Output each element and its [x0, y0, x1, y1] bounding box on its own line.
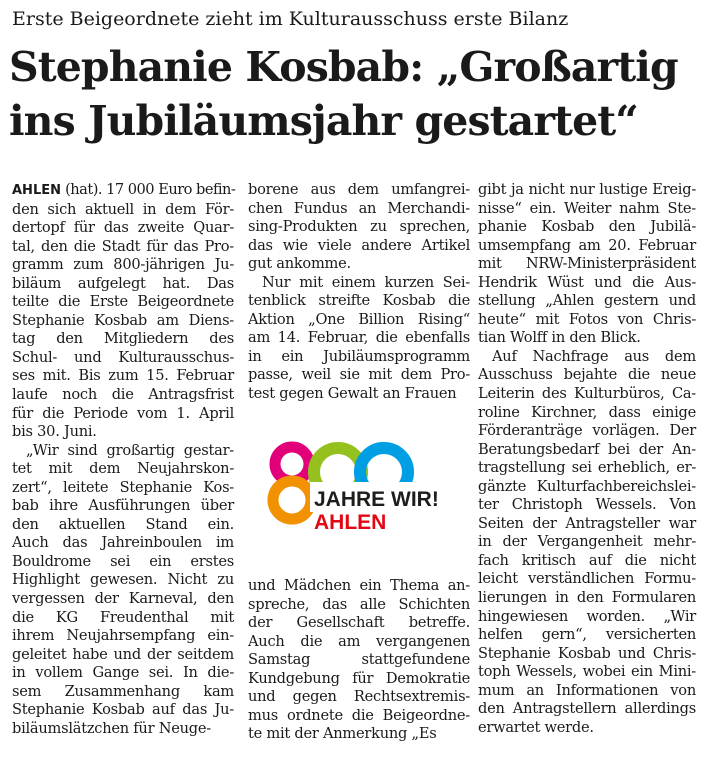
text-line: am 14. Februar, die ebenfalls	[248, 329, 470, 347]
text-line: Beratungsbedarf bei der An-	[478, 440, 696, 458]
text-line: tian Wolff in den Blick.	[478, 329, 641, 347]
text-line: lierungen in den Formularen	[478, 589, 696, 607]
text-line: laufe noch die Antragsfrist	[12, 386, 234, 404]
text-line: das wie viele andere Artikel	[248, 236, 470, 254]
text-line: teilte die Erste Beigeordnete	[12, 293, 234, 311]
text-line: passe, weil sie mit dem Pro-	[248, 366, 470, 384]
text-line: Aktion „One Billion Rising“	[248, 310, 470, 328]
article-headline	[9, 40, 703, 148]
text-line: Auch das Jahreinboulen im	[12, 534, 234, 552]
text-line: Stephanie Kosbab auf das Ju-	[12, 701, 234, 719]
text-line: erwartet werde.	[478, 718, 594, 736]
headline-line-2: ins Jubiläumsjahr gestartet“	[9, 97, 638, 145]
text-line: borene aus dem umfangrei-	[248, 181, 470, 198]
jubilee-logo	[258, 432, 458, 542]
text-line: fach kritisch auf die nicht	[478, 551, 696, 569]
text-line: zert“, leitete Stephanie Kos-	[12, 478, 234, 496]
text-line: und Mädchen ein Thema an-	[248, 577, 470, 594]
text-line: biläum aufgelegt hat. Das	[12, 274, 234, 292]
text-line: tet mit dem Neujahrskon-	[12, 460, 234, 478]
text-line: Bouldrome sei ein erstes	[12, 552, 234, 570]
text-line: Stephanie Kosbab am Diens-	[12, 311, 234, 329]
text-line: den Antragstellern allerdings	[478, 700, 696, 718]
text-line: biläumslätzchen für Neuge-	[12, 719, 211, 737]
text-line: bab ihre Ausführungen über	[12, 497, 234, 515]
text-line: Kundgebung für Demokratie	[248, 669, 470, 687]
text-line: Seiten der Antragsteller war	[478, 514, 696, 532]
text-line: sem Zusammenhang kam	[12, 682, 234, 700]
text-line: und gegen Rechtsextremis-	[248, 688, 470, 706]
text-line: dertopf für das zweite Quar-	[12, 219, 234, 237]
text-line: gut ankomme.	[248, 255, 351, 273]
text-line: in ein Jubiläumsprogramm	[248, 347, 470, 365]
dateline: AHLEN	[12, 183, 61, 198]
text-line: ter Christoph Wessels. Von	[478, 496, 696, 514]
text-line: gänzte Kulturfachbereichslei-	[478, 477, 696, 495]
text-line: Stephanie Kosbab und Chris-	[478, 644, 696, 662]
logo-line-1: JAHRE WIR!	[314, 488, 439, 511]
text-line: Samstag stattgefundene	[248, 651, 470, 669]
text-line: Leiterin des Kulturbüros, Ca-	[478, 385, 696, 403]
text-line: in der Vergangenheit mehr-	[478, 533, 696, 551]
text-line: hingewiesen worden. „Wir	[478, 607, 696, 625]
text-line: Nur mit einem kurzen Sei-	[262, 273, 470, 291]
text-line: Highlight gewesen. Nicht zu	[12, 571, 234, 589]
text-line: geleitet habe und der seitdem	[12, 645, 234, 663]
text-line: vergessen der Karneval, den	[12, 590, 234, 608]
article-column-2-bottom	[248, 577, 470, 744]
text-line: te mit der Anmerkung „Es	[248, 725, 437, 743]
headline-line-1: Stephanie Kosbab: „Großartig	[9, 43, 678, 91]
text-line: Schul- und Kulturausschus-	[12, 348, 234, 366]
text-line: mit NRW-Ministerpräsident	[478, 255, 696, 273]
article-column-1	[12, 181, 234, 738]
text-line: mum an Informationen von	[478, 681, 696, 699]
text-line: mus ordnete die Beigeordne-	[248, 706, 470, 724]
text-line: heute“ mit Fotos von Chris-	[478, 310, 696, 328]
text-line: ihrem Neujahrsempfang ein-	[12, 627, 234, 645]
text-line: roline Kirchner, dass einige	[478, 403, 696, 421]
text-line: helfen gern“, versicherten	[478, 626, 696, 644]
text-line: chen Fundus an Merchandi-	[248, 199, 470, 217]
text-line: tal, den die Stadt für das Pro-	[12, 237, 234, 255]
article-column-3	[478, 181, 696, 737]
text-line: ses mit. Bis zum 15. Februar	[12, 367, 234, 385]
article-column-2-top	[248, 181, 470, 404]
text-line: Ausschuss bejahte die neue	[478, 366, 696, 384]
text-line: in vollem Gange sei. In die-	[12, 664, 234, 682]
text-line: die KG Freudenthal mit	[12, 608, 234, 626]
text-line: tragstellung sei erheblich, er-	[478, 459, 696, 477]
text-line: AHLEN (hat). 17 000 Euro befin-	[12, 181, 236, 198]
text-line: tag den Mitgliedern des	[12, 330, 234, 348]
text-line: tenblick streifte Kosbab die	[248, 292, 470, 310]
text-line: gibt ja nicht nur lustige Ereig-	[478, 181, 696, 198]
text-line: bis 30. Juni.	[12, 423, 97, 441]
text-line: test gegen Gewalt an Frauen	[248, 385, 457, 403]
text-line: gramm zum 800-jährigen Ju-	[12, 256, 234, 274]
text-line: der Gesellschaft betreffe.	[248, 614, 470, 632]
text-line: toph Wessels, wobei ein Mini-	[478, 663, 696, 681]
text-line: Hendrik Wüst und die Aus-	[478, 273, 696, 291]
text-line: Auch die am vergangenen	[248, 632, 470, 650]
logo-line-2: AHLEN	[314, 511, 387, 534]
text-line: den sich aktuell in dem För-	[12, 200, 234, 218]
article-kicker: Erste Beigeordnete zieht im Kulturausschuss erste Bilanz	[12, 8, 569, 30]
text-line: spreche, das alle Schichten	[248, 595, 470, 613]
text-line: stellung „Ahlen gestern und	[478, 292, 696, 310]
text-line: „Wir sind großartig gestar-	[26, 441, 234, 459]
text-line: sing-Produkten zu sprechen,	[248, 218, 470, 236]
text-line: umsempfang am 20. Februar	[478, 236, 696, 254]
text-line: leicht verständlichen Formu-	[478, 570, 696, 588]
text-line: Auf Nachfrage aus dem	[492, 347, 696, 365]
text-line: den aktuellen Stand ein.	[12, 515, 234, 533]
text-line: phanie Kosbab den Jubilä-	[478, 218, 696, 236]
text-line: Förderanträge vorlägen. Der	[478, 422, 696, 440]
text-line: für die Periode vom 1. April	[12, 404, 234, 422]
text-line: nisse“ ein. Weiter nahm Ste-	[478, 199, 696, 217]
